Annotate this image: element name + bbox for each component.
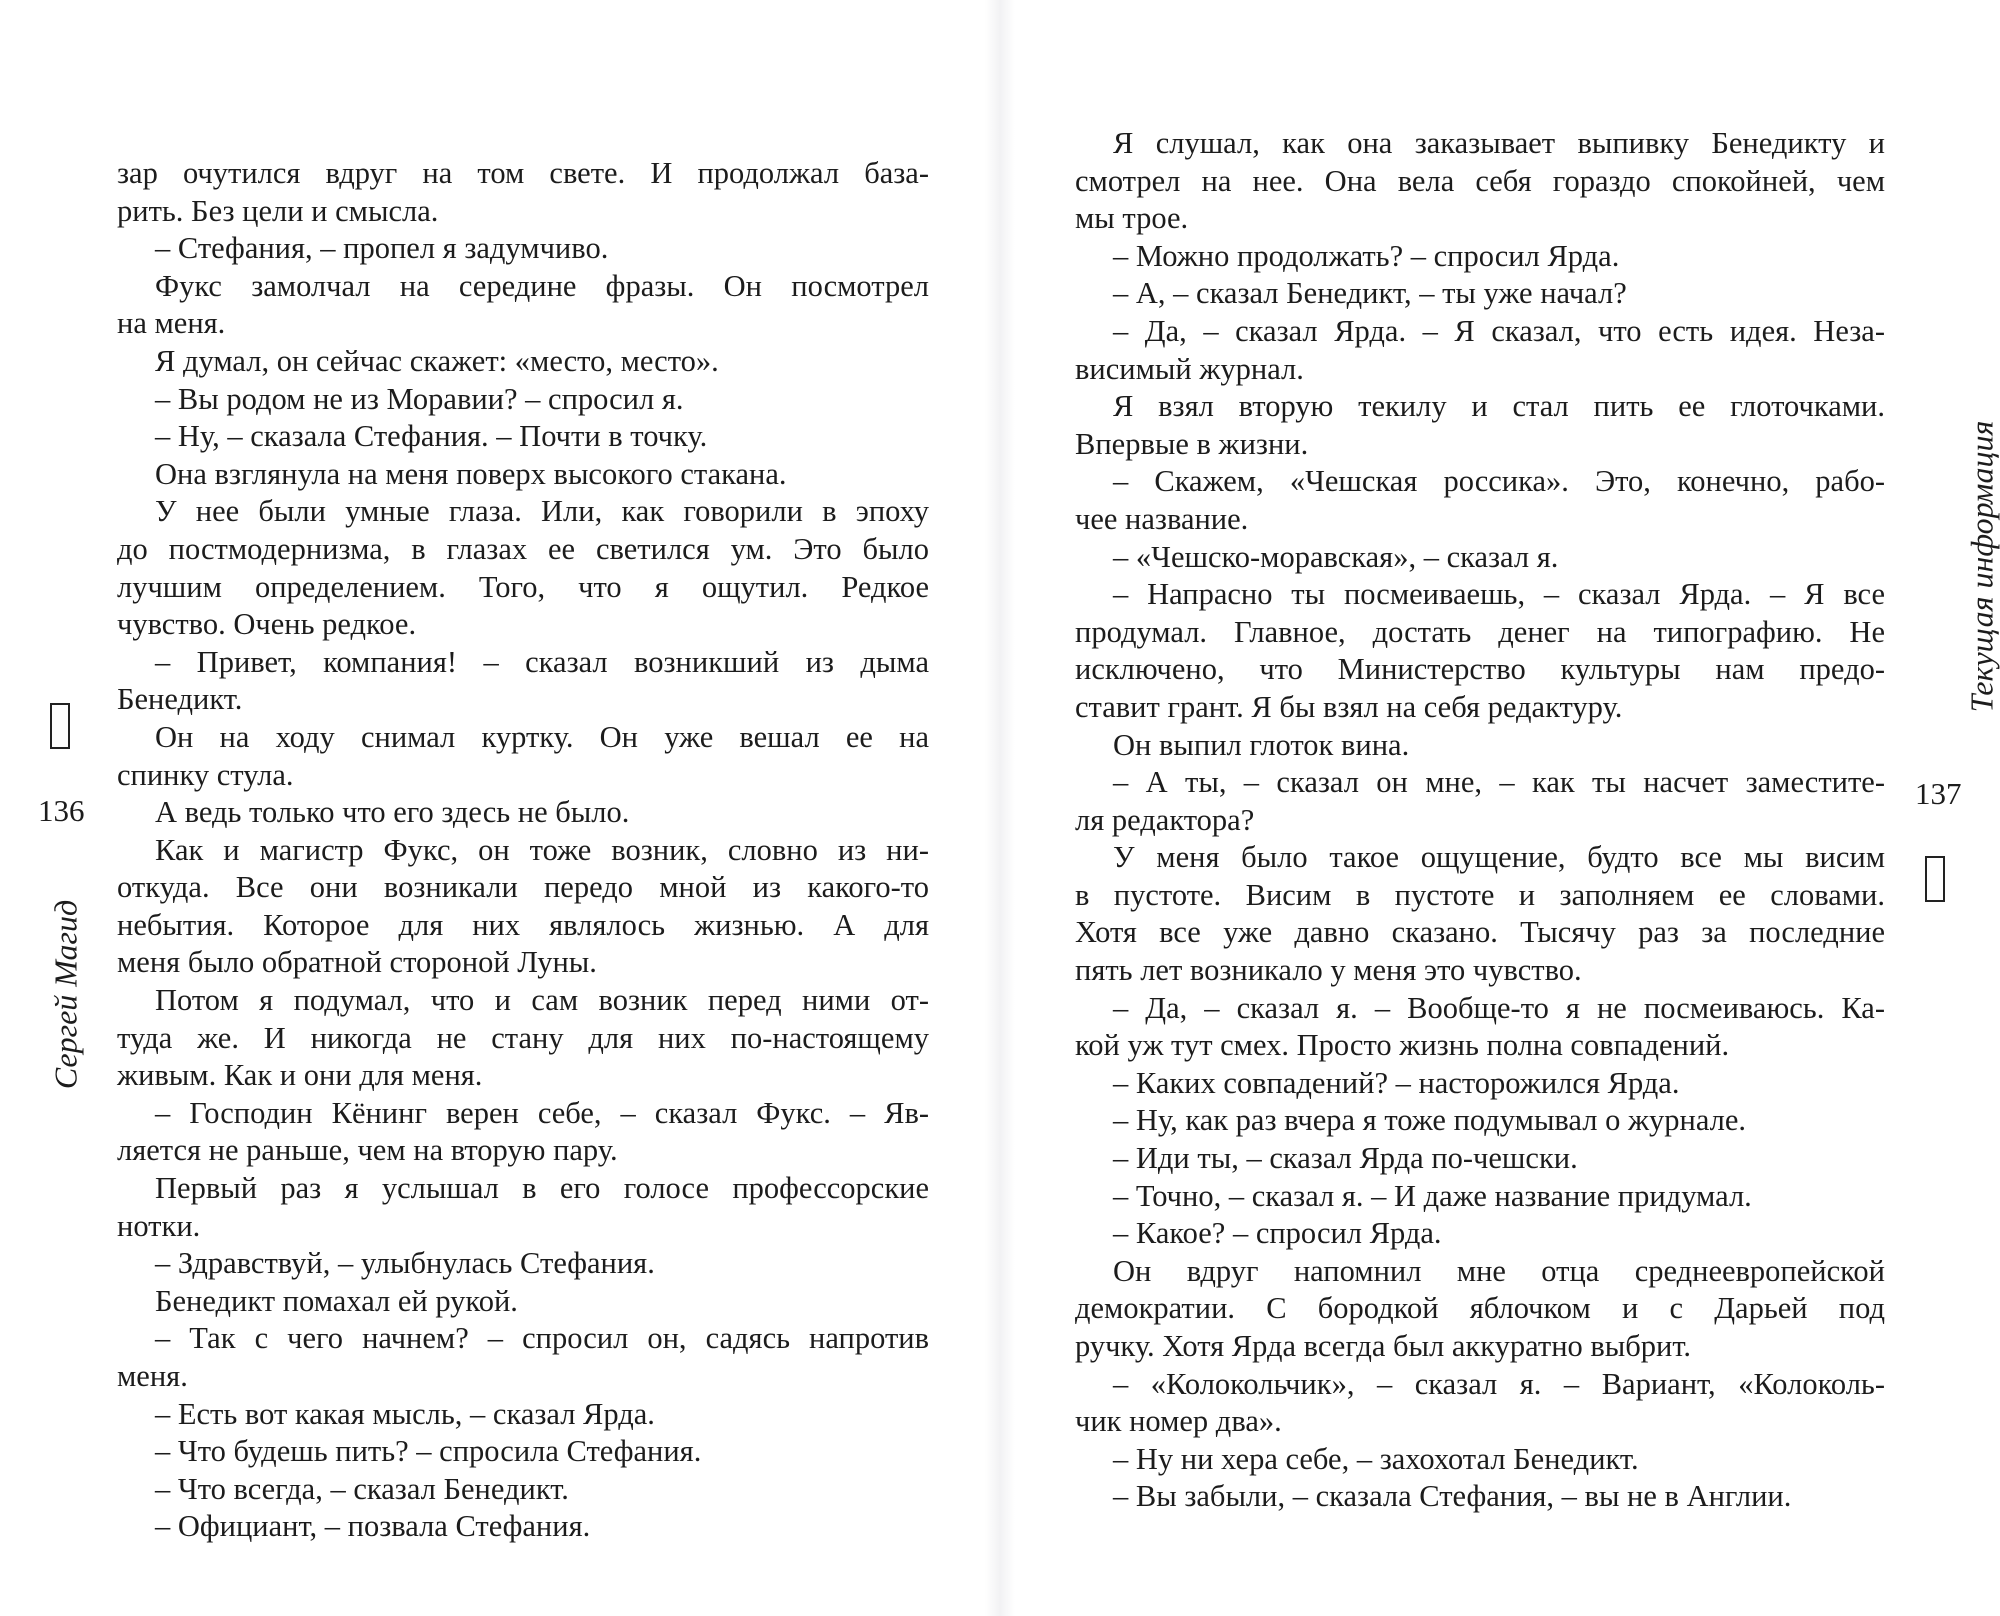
text-line: – Вы родом не из Моравии? – спросил я. [155,381,684,416]
text-line: Потом я подумал, что и сам возник перед ними от- [155,983,929,1018]
left-body-text [117,155,929,1546]
text-line: чик номер два». [1075,1404,1282,1439]
text-line: Как и магистр Фукс, он тоже возник, словно из ни- [155,832,929,867]
text-line: – Что будешь пить? – спросила Стефания. [155,1434,702,1469]
text-line: – Вы забыли, – сказала Стефания, – вы не в Англии. [1113,1479,1792,1514]
text-line: Я слушал, как она заказывает выпивку Бенедикту и [1113,126,1885,160]
text-line: – Ну, как раз вчера я тоже подумывал о журнале. [1113,1103,1747,1138]
text-line: – Да, – сказал я. – Вообще-то я не посмеиваюсь. Ка- [1113,990,1885,1025]
right-body-text [1075,125,1885,1516]
text-line: спинку стула. [117,757,294,792]
text-line: – Официант, – позвала Стефания. [155,1509,591,1544]
text-line: ручку. Хотя Ярда всегда был аккуратно выбрит. [1075,1329,1692,1363]
text-line: Я взял вторую текилу и стал пить ее глоточками. [1113,389,1885,424]
left-running-head-author: Сергей Магид [47,899,84,1090]
text-line: небытия. Которое для них являлось жизнью. А для [117,907,929,942]
text-line: туда же. И никогда не стану для них по-настоящему [117,1020,929,1055]
text-line: У меня было такое ощущение, будто все мы висим [1113,840,1885,875]
text-line: – Так с чего начнем? – спросил он, садясь напротив [155,1321,929,1356]
text-line: У нее были умные глаза. Или, как говорили в эпоху [155,494,929,529]
text-line: Фукс замолчал на середине фразы. Он посмотрел [155,268,929,303]
text-line: Впервые в жизни. [1075,426,1309,461]
text-line: меня. [117,1359,188,1393]
text-line: кой уж тут смех. Просто жизнь полна совпадений. [1075,1028,1730,1063]
text-line: продумал. Главное, достать денег на типографию. Не [1075,614,1885,649]
text-line: Я думал, он сейчас скажет: «место, место». [155,343,719,378]
text-line: исключено, что Министерство культуры нам предо- [1075,652,1885,687]
text-line: – Иди ты, – сказал Ярда по-чешски. [1113,1141,1578,1176]
text-line: на меня. [117,306,226,341]
text-line: – А ты, – сказал он мне, – как ты насчет заместите- [1113,765,1885,800]
text-line: нотки. [117,1208,201,1243]
text-line: в пустоте. Висим в пустоте и заполняем ее словами. [1075,877,1885,912]
right-page-number: 137 [1915,776,1962,811]
text-line: – Что всегда, – сказал Бенедикт. [155,1471,569,1506]
text-line: А ведь только что его здесь не было. [155,795,630,830]
text-line: Первый раз я услышал в его голосе профессорские [155,1171,929,1206]
text-line: пять лет возникало у меня это чувство. [1075,953,1582,988]
text-line: – Да, – сказал Ярда. – Я сказал, что есть идея. Неза- [1113,313,1885,348]
text-line: ляется не раньше, чем на вторую пару. [117,1133,618,1168]
text-line: лучшим определением. Того, что я ощутил. Редкое [117,569,929,604]
text-line: – Есть вот какая мысль, – сказал Ярда. [155,1396,655,1431]
text-line: зар очутился вдруг на том свете. И продолжал база- [117,156,929,190]
text-line: – Здравствуй, – улыбнулась Стефания. [155,1246,655,1281]
text-line: демократии. С бородкой яблочком и с Дарьей под [1075,1291,1885,1326]
text-line: мы трое. [1075,201,1189,236]
text-line: живым. Как и они для меня. [117,1058,483,1093]
left-bracket-ornament [50,703,70,749]
left-page-number: 136 [38,793,85,828]
text-line: висимый журнал. [1075,351,1304,386]
text-line: – «Чешско-моравская», – сказал я. [1113,539,1559,574]
text-line: откуда. Все они возникали передо мной из какого-то [117,870,929,905]
text-line: ля редактора? [1075,802,1255,837]
text-line: – Привет, компания! – сказал возникший из дыма [155,644,929,679]
text-line: рить. Без цели и смысла. [117,193,439,228]
text-line: смотрел на нее. Она вела себя гораздо спокойней, чем [1075,163,1885,198]
text-line: чее название. [1075,501,1249,536]
text-line: Бенедикт помахал ей рукой. [155,1283,518,1318]
text-line: – Скажем, «Чешская россика». Это, конечно, рабо- [1113,464,1885,499]
text-line: – «Колокольчик», – сказал я. – Вариант, «Колоколь- [1113,1366,1885,1401]
text-line: меня было обратной стороной Луны. [117,945,597,980]
text-line: Он выпил глоток вина. [1113,727,1410,762]
text-line: – Стефания, – пропел я задумчиво. [155,231,609,266]
text-line: Он на ходу снимал куртку. Он уже вешал ее на [155,719,929,754]
text-line: Он вдруг напомнил мне отца среднеевропейской [1113,1253,1885,1288]
text-line: – Господин Кёнинг верен себе, – сказал Фукс. – Яв- [155,1095,929,1130]
text-line: – Можно продолжать? – спросил Ярда. [1113,238,1620,273]
text-line: до постмодернизма, в глазах ее светился ум. Это было [117,531,929,566]
text-line: ставит грант. Я бы взял на себя редактуру. [1075,689,1623,724]
text-line: – Какое? – спросил Ярда. [1113,1216,1442,1251]
text-line: – Ну ни хера себе, – захохотал Бенедикт. [1113,1441,1639,1476]
text-line: – А, – сказал Бенедикт, – ты уже начал? [1113,276,1627,311]
text-line: – Ну, – сказала Стефания. – Почти в точку. [155,419,708,454]
text-line: – Точно, – сказал я. – И даже название придумал. [1113,1178,1752,1213]
right-running-head-title: Текущая информация [1963,420,2000,713]
text-line: Хотя все уже давно сказано. Тысячу раз за последние [1075,915,1885,950]
right-bracket-ornament [1925,856,1945,902]
text-line: – Каких совпадений? – насторожился Ярда. [1113,1065,1680,1100]
text-line: чувство. Очень редкое. [117,607,417,642]
text-line: Она взглянула на меня поверх высокого стакана. [155,456,787,491]
text-line: Бенедикт. [117,682,243,717]
text-line: – Напрасно ты посмеиваешь, – сказал Ярда. – Я все [1113,577,1885,612]
